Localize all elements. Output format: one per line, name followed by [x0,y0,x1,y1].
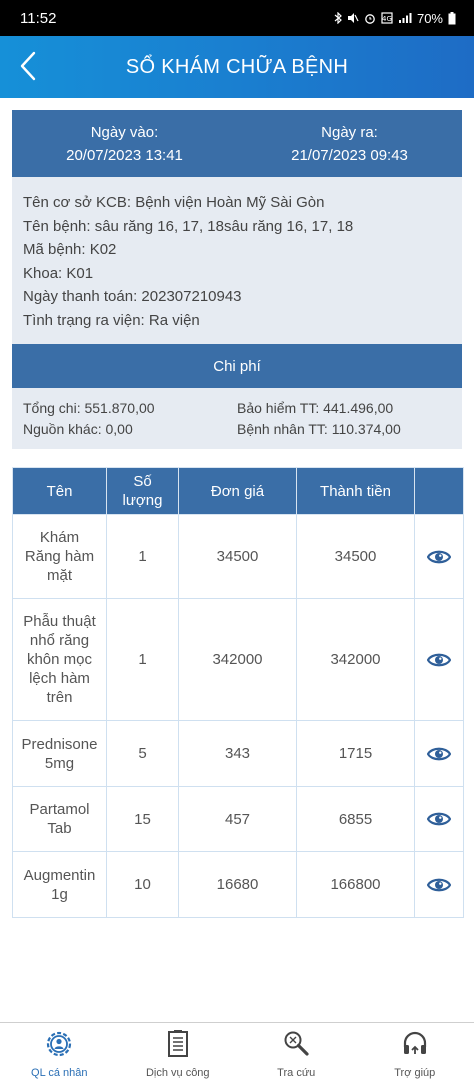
view-button[interactable] [415,852,464,918]
item-name-line: Phẫu thuật [23,613,96,630]
item-name-line: khôn mọc [26,651,93,668]
eye-icon [427,877,451,893]
item-name-line: Augmentin [23,866,96,884]
record-details [12,177,462,344]
nav-lookup[interactable] [237,1023,356,1080]
eye-icon [427,746,451,762]
table-row [13,787,464,852]
status-bar [0,0,474,36]
item-price: 34500 [179,515,297,599]
item-name-line: Tab [47,820,72,837]
nav-personal-label: QL cá nhân [31,1067,88,1079]
item-name-line: Răng hàm [24,548,95,565]
bottom-nav [0,1022,474,1080]
admission-date-value: 20/07/2023 13:41 [66,146,183,164]
payment-date: Ngày thanh toán: 202307210943 [23,288,242,305]
item-price: 16680 [179,852,297,918]
item-price: 457 [179,787,297,852]
cost-other: Nguồn khác: 0,00 [23,421,133,437]
admission-date-label: Ngày vào: [90,123,159,141]
item-name-line: Prednisone [21,735,98,753]
item-total: 342000 [297,599,415,721]
table-row [13,515,464,599]
disease-name: Tên bệnh: sâu răng 16, 17, 18sâu răng 16, 17, 18 [23,217,354,235]
cost-insurance: Bảo hiểm TT: 441.496,00 [237,400,394,416]
discharge-date-label: Ngày ra: [321,123,378,141]
app-bar [0,36,474,98]
department: Khoa: K01 [23,264,94,282]
item-name-line: trên [46,689,73,706]
search-icon [282,1030,310,1058]
bluetooth-icon [334,12,342,24]
col-price-header: Đơn giá [179,468,297,515]
view-button[interactable] [415,515,464,599]
item-name [13,515,107,599]
item-name-line: mặt [46,567,72,584]
record-info-card [12,110,462,449]
volte-icon [381,12,393,24]
eye-icon [427,549,451,565]
status-time: 11:52 [20,9,57,27]
nav-lookup-label: Tra cứu [277,1067,316,1079]
cost-header: Chi phí [12,344,462,388]
view-button[interactable] [415,787,464,852]
item-qty: 1 [107,515,179,599]
table-row [13,599,464,721]
eye-icon [427,811,451,827]
item-qty: 15 [107,787,179,852]
svg-text:4G: 4G [382,15,392,23]
status-icons [334,11,456,26]
cost-patient: Bệnh nhân TT: 110.374,00 [237,421,401,437]
nav-public-services[interactable] [119,1023,238,1080]
back-button[interactable] [10,46,46,86]
nav-help-label: Trợ giúp [394,1067,436,1079]
item-name [13,787,107,852]
item-qty: 1 [107,599,179,721]
signal-icon [398,12,412,24]
table-row [13,721,464,787]
dates-header [12,110,462,177]
item-total: 34500 [297,515,415,599]
discharge-status: Tình trạng ra viện: Ra viện [23,311,200,329]
headset-icon [401,1030,429,1058]
item-name [13,599,107,721]
item-total: 6855 [297,787,415,852]
document-icon [166,1030,190,1058]
item-name-line: 1g [51,885,68,903]
item-name-line: lệch hàm [29,670,90,687]
items-table [12,467,464,918]
view-button[interactable] [415,721,464,787]
item-name-line: Khám [39,529,80,546]
table-header-row [13,468,464,515]
disease-code: Mã bệnh: K02 [23,241,117,258]
item-name [13,721,107,787]
item-price: 342000 [179,599,297,721]
facility-name: Tên cơ sở KCB: Bệnh viện Hoàn Mỹ Sài Gòn [23,194,325,211]
item-name [13,852,107,918]
col-action-header [415,468,464,515]
table-row [13,852,464,918]
nav-help[interactable] [356,1023,474,1080]
admission-date [12,110,237,177]
item-name-line: 5mg [44,754,75,772]
item-price: 343 [179,721,297,787]
cost-total: Tổng chi: 551.870,00 [23,400,155,416]
item-name-line: nhổ răng [29,632,90,649]
page-title: SỔ KHÁM CHỮA BỆNH [125,55,349,78]
discharge-date [237,110,462,177]
item-qty: 5 [107,721,179,787]
item-total: 1715 [297,721,415,787]
item-name-line: Partamol [29,801,90,818]
nav-personal[interactable] [0,1023,119,1080]
nav-public-services-label: Dịch vụ công [145,1067,210,1079]
view-button[interactable] [415,599,464,721]
gear-person-icon [44,1030,74,1058]
col-name-header: Tên [13,468,107,515]
battery-icon [448,12,456,25]
col-qty-header [107,468,179,515]
eye-icon [427,652,451,668]
alarm-icon [364,12,376,24]
col-qty-header-line1: Số [133,473,152,490]
discharge-date-value: 21/07/2023 09:43 [291,146,408,164]
col-total-header: Thành tiền [297,468,415,515]
item-total: 166800 [297,852,415,918]
col-qty-header-line2: lượng [122,492,163,509]
item-qty: 10 [107,852,179,918]
chevron-left-icon [20,51,36,81]
mute-icon [347,12,359,24]
battery-percent: 70% [416,10,443,26]
cost-summary [12,388,462,449]
